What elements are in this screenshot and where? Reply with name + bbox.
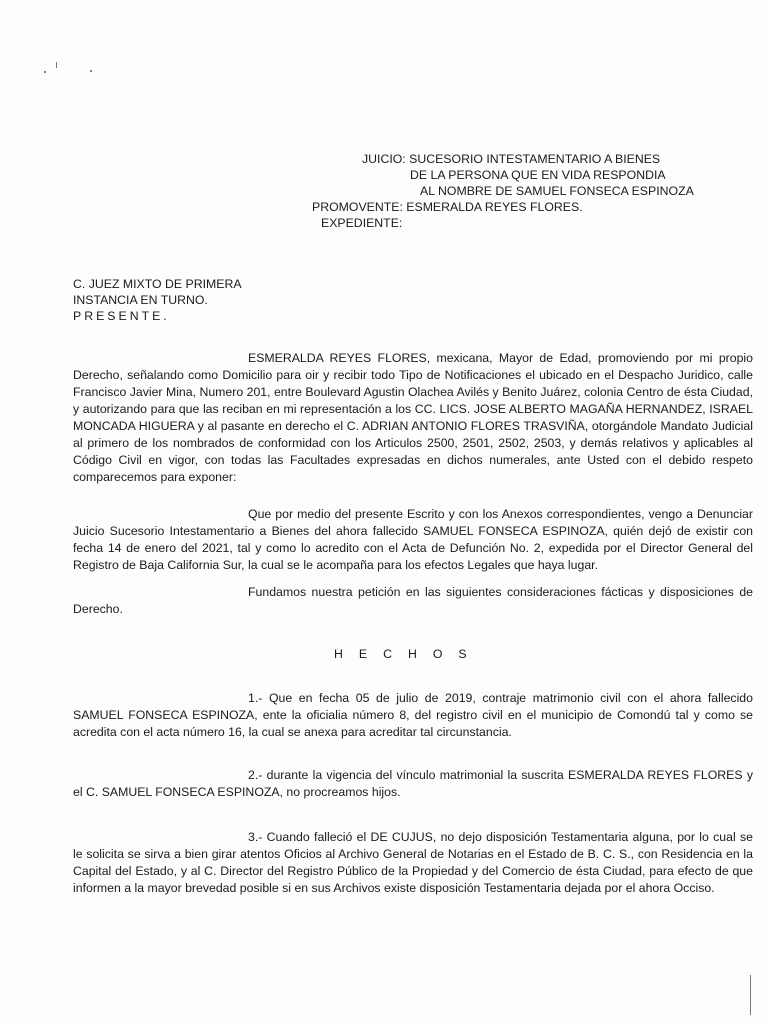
fundamos-paragraph: Fundamos nuestra petición en las siguientes consideraciones fácticas y disposiciones de Derecho.: [73, 585, 753, 616]
header-juicio-line3: AL NOMBRE DE SAMUEL FONSECA ESPINOZA: [420, 184, 694, 198]
scan-speck: [56, 62, 57, 68]
scan-speck: [90, 70, 92, 72]
intro-paragraph: ESMERALDA REYES FLORES, mexicana, Mayor de Edad, promoviendo por mi propio Derecho, señalando como Domicilio para oir y recibir todo Tipo de Notificaciones el ubicado en el Despacho Juridico, calle Francisco Javier Mina, Numero 201, entre Boulevard Agustin Olachea Avilés y Benito Juárez, colonia Centro de ésta Ciudad, y autorizando para que las reciban en mi representación a los CC. LICS. JOSE ALBERTO MAGAÑA HERNANDEZ, ISRAEL MONCADA HIGUERA y al pasante en derecho el C. ADRIAN ANTONIO FLORES TRASVIÑA, otorgándole Mandato Judicial al primero de los nombrados de conformidad con los Articulos 2500, 2501, 2502, 2503, y demás relativos y aplicables al Código Civil en vigor, con todas las Facultades expresadas en dichos numerales, ante Usted con el debido respeto comparecemos para exponer:: [73, 351, 753, 484]
denuncia-paragraph: Que por medio del presente Escrito y con los Anexos correspondientes, vengo a Denunciar Juicio Sucesorio Intestamentario a Bienes del ahora fallecido SAMUEL FONSECA ESPINOZA, quién dejó de existir con fecha 14 de enero del 2021, tal y como lo acredito con el Acta de Defunción No. 2, expedida por el Director General del Registro de Baja California Sur, la cual se le acompaña para los efectos Legales que haya lugar.: [73, 507, 753, 572]
hecho-2: 2.- durante la vigencia del vínculo matrimonial la suscrita ESMERALDA REYES FLORES y el C. SAMUEL FONSECA ESPINOZA, no procreamos hijos.: [73, 768, 753, 799]
scan-speck: [750, 975, 751, 1015]
addressee-presente: PRESENTE.: [73, 309, 170, 323]
header-expediente: EXPEDIENTE:: [321, 216, 403, 230]
addressee-line2: INSTANCIA EN TURNO.: [73, 293, 208, 307]
hecho-1: 1.- Que en fecha 05 de julio de 2019, contraje matrimonio civil con el ahora fallecido SAMUEL FONSECA ESPINOZA, ente la oficialia número 8, del registro civil en el municipio de Comondú tal y como se acredita con el acta número 16, la cual se anexa para acreditar tal circunstancia.: [73, 691, 753, 739]
hecho-3: 3.- Cuando falleció el DE CUJUS, no dejo disposición Testamentaria alguna, por lo cual se le solicita se sirva a bien girar atentos Oficios al Archivo General de Notarias en el Estado de B. C. S., con Residencia en la Capital del Estado, y al C. Director del Registro Público de la Propiedad y del Comercio de ésta Ciudad, para efecto de que informen a la mayor brevedad posible si en sus Archivos existe disposición Testamentaria dejada por el ahora Occiso.: [73, 830, 753, 895]
header-juicio: JUICIO: SUCESORIO INTESTAMENTARIO A BIENES: [362, 152, 661, 166]
hechos-heading: HECHOS: [334, 647, 483, 661]
header-promovente: PROMOVENTE: ESMERALDA REYES FLORES.: [312, 200, 583, 214]
header-juicio-line2: DE LA PERSONA QUE EN VIDA RESPONDIA: [410, 168, 666, 182]
addressee-line1: C. JUEZ MIXTO DE PRIMERA: [73, 277, 242, 291]
scan-speck: [44, 71, 46, 73]
